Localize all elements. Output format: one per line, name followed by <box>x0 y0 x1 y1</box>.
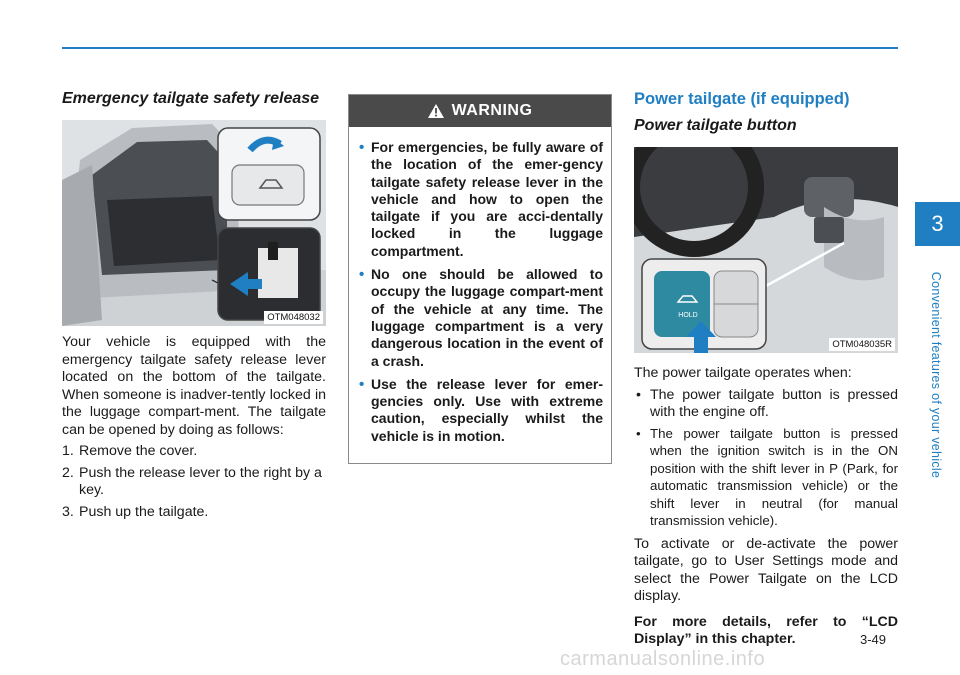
middle-column <box>348 94 612 464</box>
watermark: carmanualsonline.info <box>560 648 766 670</box>
operates-intro-text: The power tailgate operates when: <box>634 365 852 381</box>
list-item: • Use the release lever for emer-gencies only. Use with extreme caution, especially whilst the vehicle is in motion. <box>359 375 603 444</box>
warning-body <box>349 127 611 463</box>
list-item: 3. Push up the tailgate. <box>62 503 209 520</box>
page-number: 3-49 <box>860 632 887 647</box>
release-intro-text: Your vehicle is equipped with the emergency tailgate safety release lever located on the bottom of the tailgate. When someone is inadver-tently locked in the luggage compart-ment. The tailgate can be opened by doing as follows: <box>62 334 326 438</box>
warning-box <box>348 94 612 464</box>
bullet-icon: • <box>636 386 641 403</box>
top-rule <box>62 47 898 49</box>
list-item: • The power tailgate button is pressed when the ignition switch is in the ON position with the shift lever in P (Park, for automatic transmission vehicle) or the shift lever in neutral (for manual transmission vehicle). <box>636 425 898 528</box>
dashboard-button-image <box>634 147 898 353</box>
warning-header <box>349 95 611 127</box>
power-tailgate-button-illustration <box>634 147 898 353</box>
list-item: 2. Push the release lever to the right by a key. <box>62 464 322 498</box>
warning-title: WARNING <box>451 102 533 119</box>
figure-code: OTM048032 <box>264 311 323 324</box>
bullet-icon: • <box>359 266 365 284</box>
tailgate-release-illustration <box>62 120 326 326</box>
left-column <box>62 90 326 525</box>
list-item: • No one should be allowed to occupy the luggage compart-ment of the vehicle at any time. The luggage compartment is a very dangerous location in the event of a crash. <box>359 266 603 369</box>
operation-conditions-list <box>634 387 898 530</box>
power-tailgate-button-heading: Power tailgate button <box>634 117 797 134</box>
refer-text: For more details, refer to “LCD Display” in this chapter. <box>634 613 898 647</box>
power-tailgate-title: Power tailgate (if equipped) <box>634 90 850 108</box>
activate-text: To activate or de-activate the power tailgate, go to User Settings mode and select the Power Tailgate on the LCD display. <box>634 535 898 604</box>
chapter-tab: 3 <box>915 202 960 246</box>
bullet-icon: • <box>359 139 365 156</box>
right-column <box>634 90 898 653</box>
list-item: • The power tailgate button is pressed with the engine off. <box>636 386 898 420</box>
warning-triangle-icon <box>428 104 444 118</box>
bullet-icon: • <box>359 375 365 393</box>
figure-code: OTM048035R <box>829 338 895 351</box>
bullet-icon: • <box>636 425 641 441</box>
emergency-release-heading: Emergency tailgate safety release <box>62 90 320 107</box>
suv-rear-open-image <box>62 120 326 326</box>
chapter-title: Convenient features of your vehicle <box>929 271 943 479</box>
list-item: • For emergencies, be fully aware of the location of the emer-gency tailgate safety release lever in the vehicle and how to open the tailgate if you are acci-dentally locked in the luggage compartment. <box>359 139 603 259</box>
release-steps-list <box>62 443 326 521</box>
hold-label: HOLD <box>678 312 698 319</box>
list-item: 1. Remove the cover. <box>62 443 198 459</box>
